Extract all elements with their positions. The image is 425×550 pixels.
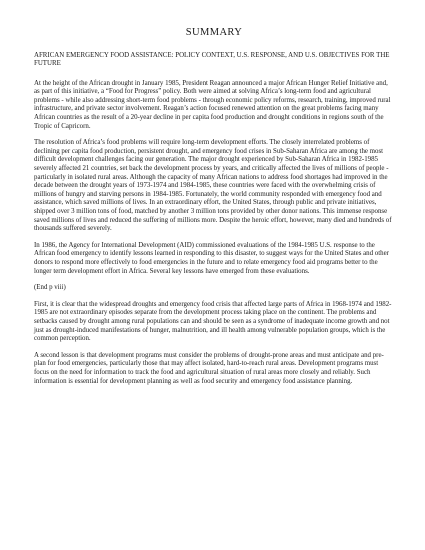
paragraph-intro: At the height of the African drought in January 1985, President Reagan announced a major African Hunger Relief Initiative and, as part of this initiative, a “Food for Progress” policy. Both were aimed at solving Africa’s long-term food and agricultural problems - while also addressing short-term food problems - through economic policy reforms, research, training, improved rural infrastructure, and private sector involvement. Reagan’s action focused renewed attention on the great problems facing many African countries as the result of a 20-year decline in per capita food production and drought conditions in regions south of the Tropic of Capricorn. — [34, 79, 391, 130]
document-title: SUMMARY — [185, 27, 243, 38]
page-break-note: (End p viii) — [34, 284, 66, 292]
section-heading: AFRICAN EMERGENCY FOOD ASSISTANCE: POLICY CONTEXT, U.S. RESPONSE, AND U.S. OBJECTIVES FOR THE FUTURE — [34, 51, 390, 68]
paragraph-first-lesson: First, it is clear that the widespread droughts and emergency food crisis that affected large parts of Africa in 1968-1974 and 1982-1985 are not extraordinary episodes separate from the development process taking place on the continent. The problems and setbacks caused by drought among rural populations can and should be seen as a syndrome of inadequate income growth and not just as drought-induced manifestations of hunger, malnutrition, and ill health among vulnerable population groups, which is the common perception. — [34, 300, 392, 343]
paragraph-second-lesson: A second lesson is that development programs must consider the problems of drought-prone areas and must anticipate and pre-plan for food emergencies, particularly those that may affect isolated, hard-to-reach rural areas. Development programs must focus on the need for information to track the food and agricultural situation of rural areas more closely and reliably. Such information is essential for development planning as well as food security and emergency food assistance planning. — [34, 351, 384, 385]
document-page — [34, 28, 394, 394]
paragraph-resolution: The resolution of Africa’s food problems will require long-term development efforts. The closely interrelated problems of declining per capita food production, persistent drought, and emergency food crises in Sub-Saharan Africa are among the most difficult development challenges facing our generation. The major drought experienced by Sub-Saharan Africa in 1982-1985 severely affected 21 countries, set back the development process by years, and critically affected the lives of millions of people - particularly in isolated rural areas. Although the capacity of many African nations to address food shortages had improved in the decade between the drought years of 1973-1974 and 1984-1985, these countries were faced with the overwhelming crisis of millions of hungry and starving persons in 1984-1985. Fortunately, the world community responded with emergency food and assistance, which saved millions of lives. In an extraordinary effort, the United States, through public and private initiatives, shipped over 3 million tons of food, matched by another 3 million tons provided by other donor nations. This immense response saved millions of lives and reduced the suffering of millions more. Despite the heroic effort, however, many died and hundreds of thousands suffered severely. — [34, 139, 392, 233]
paragraph-aid-evaluations: In 1986, the Agency for International Development (AID) commissioned evaluations of the 1984-1985 U.S. response to the African food emergency to identify lessons learned in responding to this disaster, to suggest ways for the United States and other donors to respond more effectively to food emergencies in the future and to relate emergency food aid programs better to the longer term development effort in Africa. Several key lessons have emerged from these evaluations. — [34, 241, 389, 275]
